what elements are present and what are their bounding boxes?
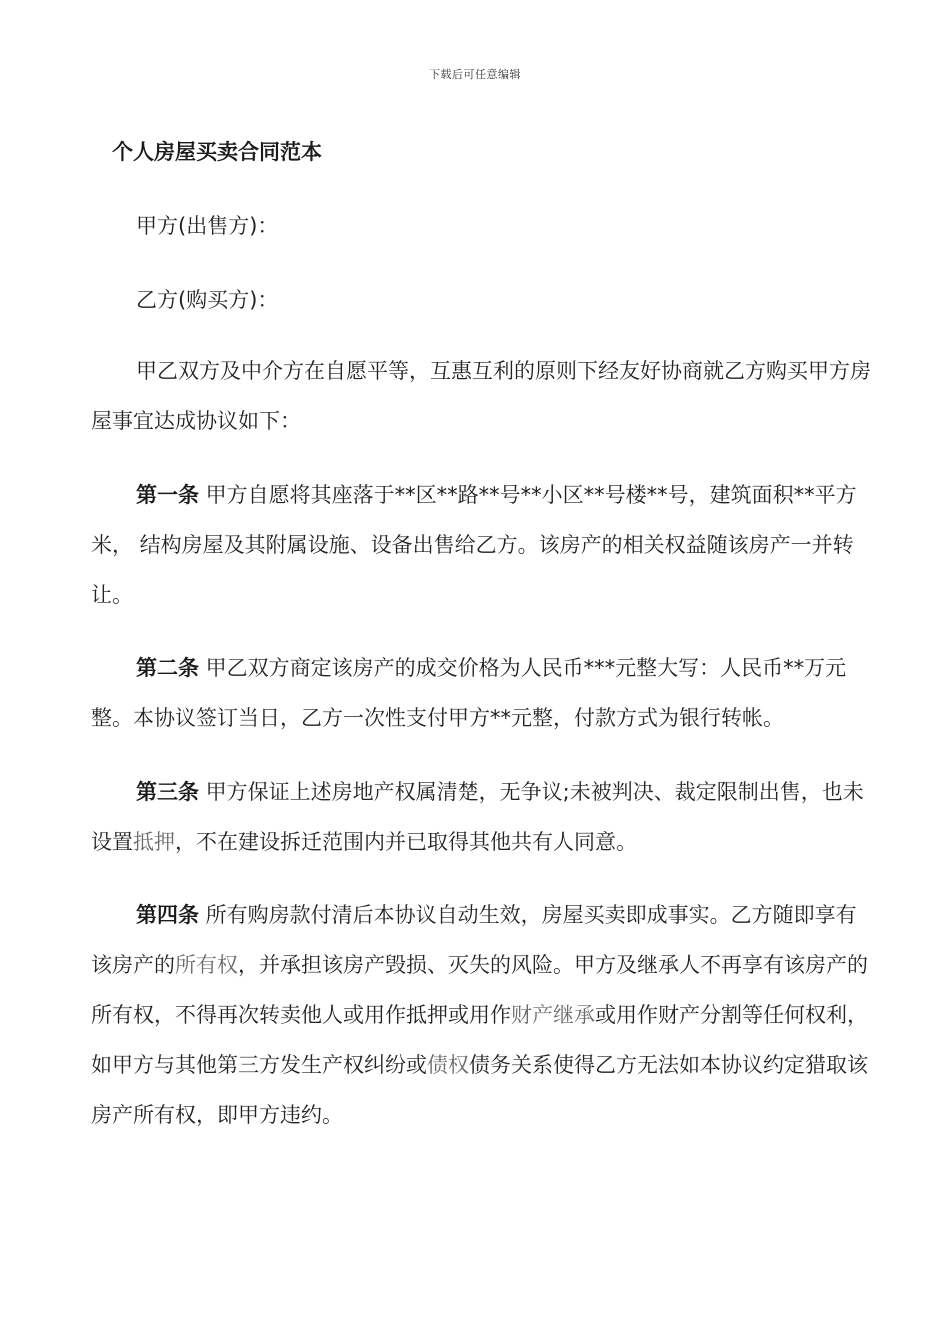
article-1 xyxy=(91,470,871,620)
link-property-inheritance[interactable]: 财产继承 xyxy=(511,1003,595,1027)
link-ownership[interactable]: 所有权 xyxy=(175,953,238,977)
article-3-text-1: 甲方保证上述房地产权属清楚，无争议;未被判决、裁定限制出售，也未设置 xyxy=(91,780,864,854)
article-4-text-4: 债务关系使得乙方无法如本协议约定猎取该房产所有权，即甲方违约。 xyxy=(91,1053,868,1127)
document-title: 个人房屋买卖合同范本 xyxy=(112,140,322,164)
page-header-note: 下载后可任意编辑 xyxy=(429,68,521,81)
article-1-label: 第一条 xyxy=(136,483,199,507)
article-4-text-1: 所有购房款付清后本协议自动生效，房屋买卖即成事实。乙方随即享有该房产的 xyxy=(91,903,857,977)
article-3-label: 第三条 xyxy=(136,780,199,804)
link-creditor-rights[interactable]: 债权 xyxy=(427,1053,469,1077)
party-b-line: 乙方(购买方)： xyxy=(136,288,279,312)
intro-paragraph: 甲乙双方及中介方在自愿平等，互惠互利的原则下经友好协商就乙方购买甲方房屋事宜达成协议如下： xyxy=(91,359,871,433)
link-mortgage[interactable]: 抵押 xyxy=(133,830,175,854)
article-3-text-2: ，不在建设拆迁范围内并已取得其他共有人同意。 xyxy=(175,830,637,854)
article-1-text: 甲方自愿将其座落于**区**路**号**小区**号楼**号，建筑面积**平方米， 结构房屋及其附属设施、设备出售给乙方。该房产的相关权益随该房产一并转让。 xyxy=(91,483,857,607)
article-4 xyxy=(91,890,871,1140)
article-4-label: 第四条 xyxy=(136,903,199,927)
article-2-label: 第二条 xyxy=(136,656,199,680)
article-2-text: 甲乙双方商定该房产的成交价格为人民币***元整大写：人民币**万元整。本协议签订当日，乙方一次性支付甲方**元整，付款方式为银行转帐。 xyxy=(91,656,847,730)
article-3 xyxy=(91,767,871,867)
party-a-line: 甲方(出售方)： xyxy=(136,214,279,238)
article-4-text-2: ，并承担该房产毁损、灭失的风险。甲方及继承人不再享有该房产的所有权，不得再次转卖他人或用作抵押或用作 xyxy=(91,953,868,1027)
article-4-text-3: 或用作财产分割等任何权利，如甲方与其他第三方发生产权纠纷或 xyxy=(91,1003,868,1077)
article-2 xyxy=(91,643,871,743)
